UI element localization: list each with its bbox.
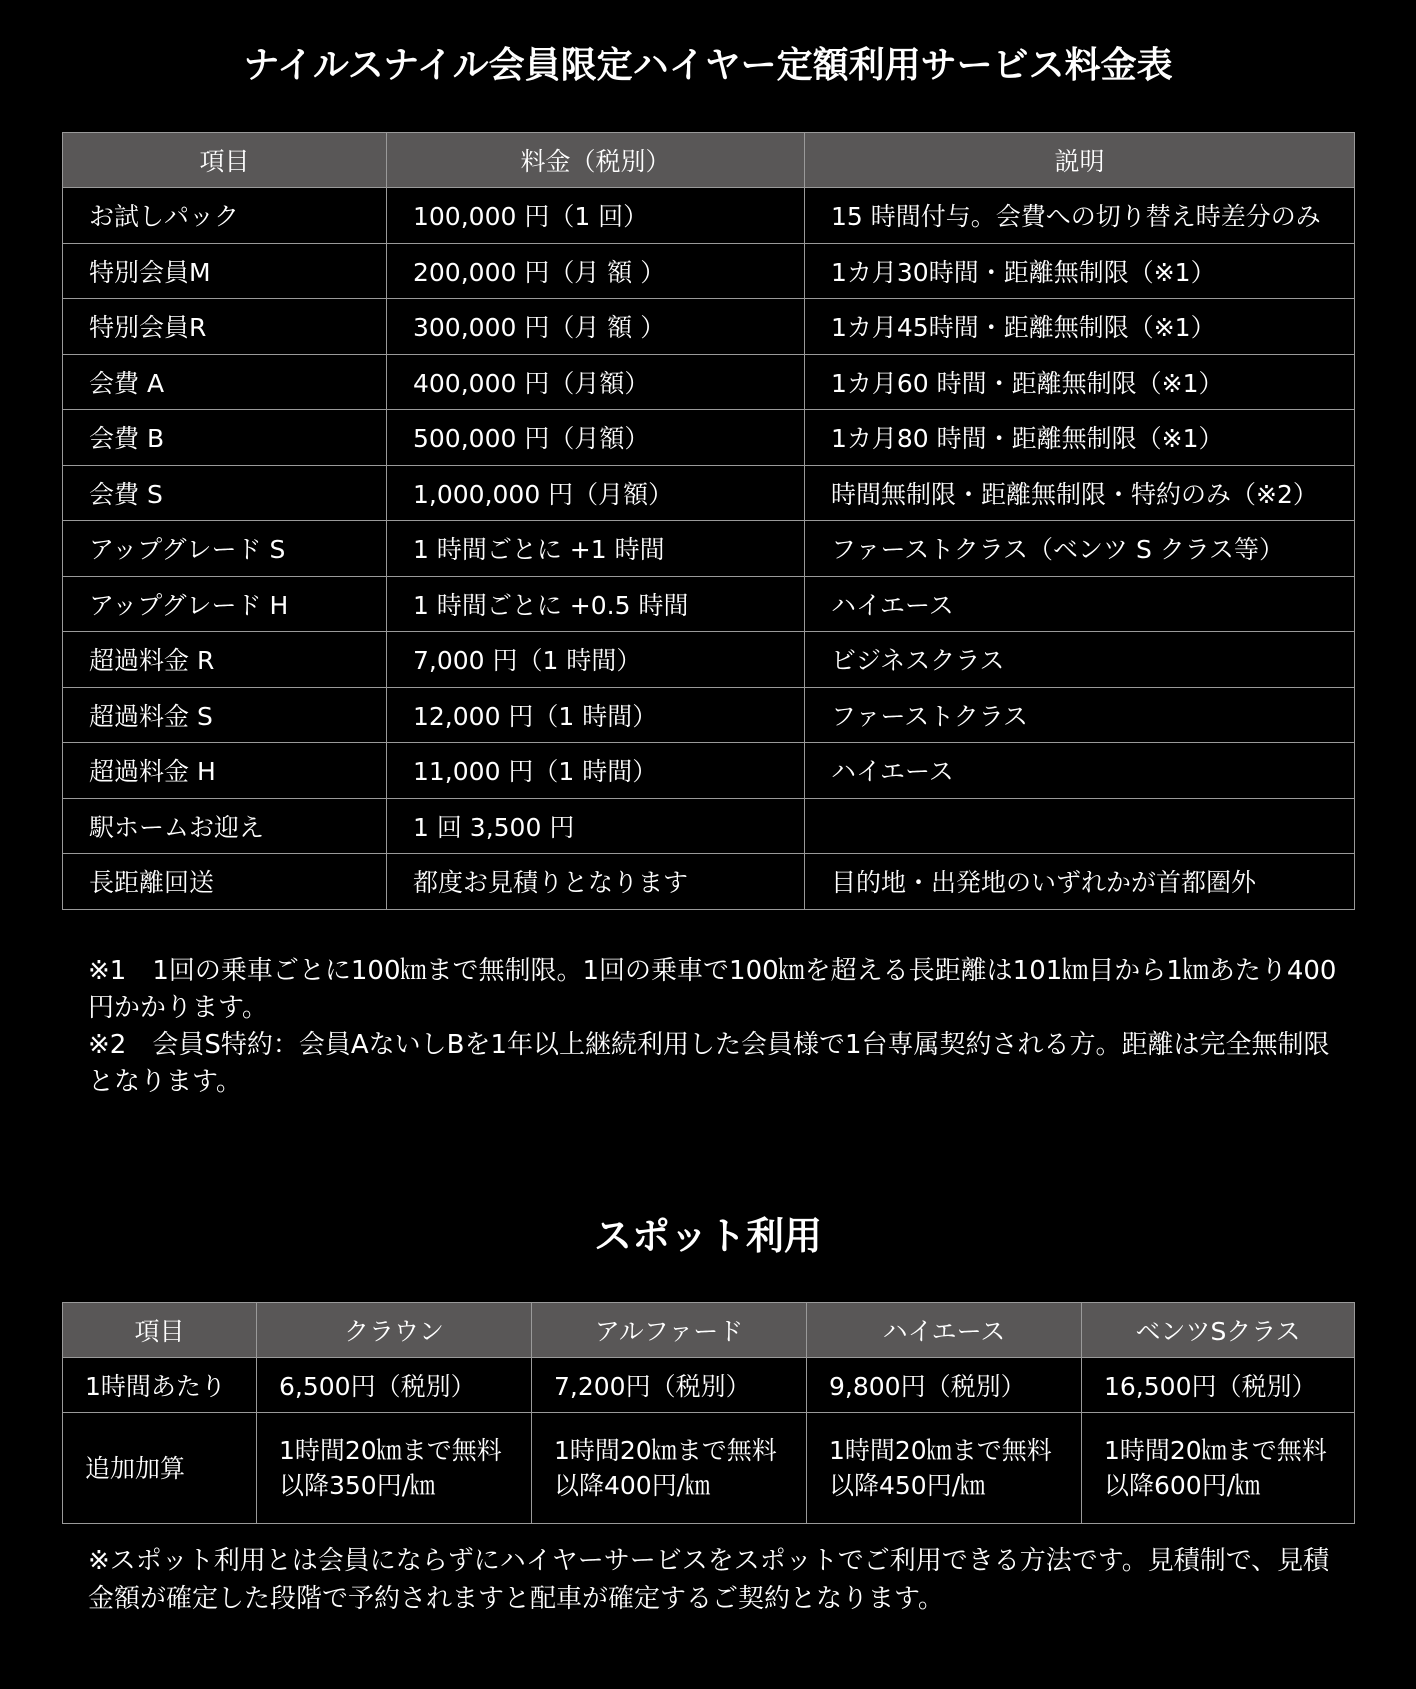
header-price: 料金（税別） — [387, 133, 805, 188]
extra-rate-line: 以降600円/㎞ — [1104, 1471, 1261, 1500]
cell-price: 1,000,000 円（月額） — [387, 465, 805, 521]
cell-item: 会費 S — [63, 465, 387, 521]
cell-description: 15 時間付与。会費への切り替え時差分のみ — [805, 188, 1355, 244]
cell-item: 超過料金 H — [63, 743, 387, 799]
header-crown: クラウン — [257, 1303, 532, 1358]
cell-item: アップグレード S — [63, 521, 387, 577]
cell-price: 16,500円（税別） — [1082, 1358, 1355, 1413]
table-row — [63, 354, 1355, 410]
cell-description: 時間無制限・距離無制限・特約のみ（※2） — [805, 465, 1355, 521]
table-row — [63, 243, 1355, 299]
cell-description: 1カ月60 時間・距離無制限（※1） — [805, 354, 1355, 410]
table-row — [63, 299, 1355, 355]
cell-item: 追加加算 — [63, 1413, 257, 1524]
cell-price: 100,000 円（1 回） — [387, 188, 805, 244]
header-benz-s-class: ベンツSクラス — [1082, 1303, 1355, 1358]
page-title: ナイルスナイル会員限定ハイヤー定額利用サービス料金表 — [243, 45, 1173, 86]
footnote-1: ※1 1回の乗車ごとに100㎞まで無制限。1回の乗車で100㎞を超える長距離は101㎞目から1㎞あたり400円かかります。 — [88, 956, 1337, 1023]
footnote-2: ※2 会員S特約：会員AないしBを1年以上継続利用した会員様で1台専属契約される方。距離は完全無制限となります。 — [88, 1030, 1330, 1097]
cell-description: ハイエース — [805, 743, 1355, 799]
cell-description: ファーストクラス — [805, 687, 1355, 743]
header-item: 項目 — [63, 133, 387, 188]
extra-free-line: 1時間20㎞まで無料 — [829, 1436, 1052, 1465]
cell-extra — [532, 1413, 807, 1524]
cell-extra — [807, 1413, 1082, 1524]
cell-price: 400,000 円（月額） — [387, 354, 805, 410]
cell-item: 1時間あたり — [63, 1358, 257, 1413]
cell-price: 1 時間ごとに +0.5 時間 — [387, 576, 805, 632]
cell-price: 6,500円（税別） — [257, 1358, 532, 1413]
cell-item: 特別会員R — [63, 299, 387, 355]
footnotes — [88, 953, 1348, 1101]
spot-table — [62, 1302, 1355, 1524]
table-row — [63, 632, 1355, 688]
table-row-hourly — [63, 1358, 1355, 1413]
spot-title: スポット利用 — [593, 1214, 822, 1258]
cell-item: お試しパック — [63, 188, 387, 244]
cell-description: 目的地・出発地のいずれかが首都圏外 — [805, 854, 1355, 910]
fee-table — [62, 132, 1355, 910]
header-alphard: アルファード — [532, 1303, 807, 1358]
header-description: 説明 — [805, 133, 1355, 188]
extra-rate-line: 以降450円/㎞ — [829, 1471, 986, 1500]
table-row — [63, 188, 1355, 244]
extra-rate-line: 以降350円/㎞ — [279, 1471, 436, 1500]
cell-description: ビジネスクラス — [805, 632, 1355, 688]
extra-free-line: 1時間20㎞まで無料 — [554, 1436, 777, 1465]
table-row — [63, 854, 1355, 910]
spot-table-header-row — [63, 1303, 1355, 1358]
header-hiace: ハイエース — [807, 1303, 1082, 1358]
table-row — [63, 576, 1355, 632]
cell-item: 超過料金 R — [63, 632, 387, 688]
cell-description — [805, 798, 1355, 854]
cell-item: アップグレード H — [63, 576, 387, 632]
table-row — [63, 521, 1355, 577]
cell-extra — [257, 1413, 532, 1524]
cell-price: 7,000 円（1 時間） — [387, 632, 805, 688]
cell-price: 都度お見積りとなります — [387, 854, 805, 910]
cell-price: 1 回 3,500 円 — [387, 798, 805, 854]
table-row — [63, 687, 1355, 743]
cell-price: 200,000 円（月 額 ） — [387, 243, 805, 299]
table-row — [63, 743, 1355, 799]
cell-price: 7,200円（税別） — [532, 1358, 807, 1413]
cell-item: 会費 B — [63, 410, 387, 466]
cell-price: 300,000 円（月 額 ） — [387, 299, 805, 355]
table-row — [63, 465, 1355, 521]
table-row — [63, 410, 1355, 466]
cell-price: 12,000 円（1 時間） — [387, 687, 805, 743]
cell-item: 特別会員M — [63, 243, 387, 299]
extra-rate-line: 以降400円/㎞ — [554, 1471, 711, 1500]
extra-free-line: 1時間20㎞まで無料 — [279, 1436, 502, 1465]
cell-extra — [1082, 1413, 1355, 1524]
fee-table-header-row — [63, 133, 1355, 188]
cell-item: 会費 A — [63, 354, 387, 410]
cell-price: 9,800円（税別） — [807, 1358, 1082, 1413]
cell-description: 1カ月30時間・距離無制限（※1） — [805, 243, 1355, 299]
extra-free-line: 1時間20㎞まで無料 — [1104, 1436, 1327, 1465]
table-row — [63, 798, 1355, 854]
cell-item: 駅ホームお迎え — [63, 798, 387, 854]
cell-description: ファーストクラス（ベンツ S クラス等） — [805, 521, 1355, 577]
cell-item: 長距離回送 — [63, 854, 387, 910]
cell-price: 1 時間ごとに +1 時間 — [387, 521, 805, 577]
cell-description: 1カ月80 時間・距離無制限（※1） — [805, 410, 1355, 466]
header-item: 項目 — [63, 1303, 257, 1358]
spot-note — [88, 1542, 1348, 1618]
table-row-extra — [63, 1413, 1355, 1524]
cell-price: 11,000 円（1 時間） — [387, 743, 805, 799]
cell-item: 超過料金 S — [63, 687, 387, 743]
spot-note-text: ※スポット利用とは会員にならずにハイヤーサービスをスポットでご利用できる方法です。見積制で、見積金額が確定した段階で予約されますと配車が確定するご契約となります。 — [88, 1546, 1330, 1614]
cell-description: 1カ月45時間・距離無制限（※1） — [805, 299, 1355, 355]
cell-description: ハイエース — [805, 576, 1355, 632]
cell-price: 500,000 円（月額） — [387, 410, 805, 466]
